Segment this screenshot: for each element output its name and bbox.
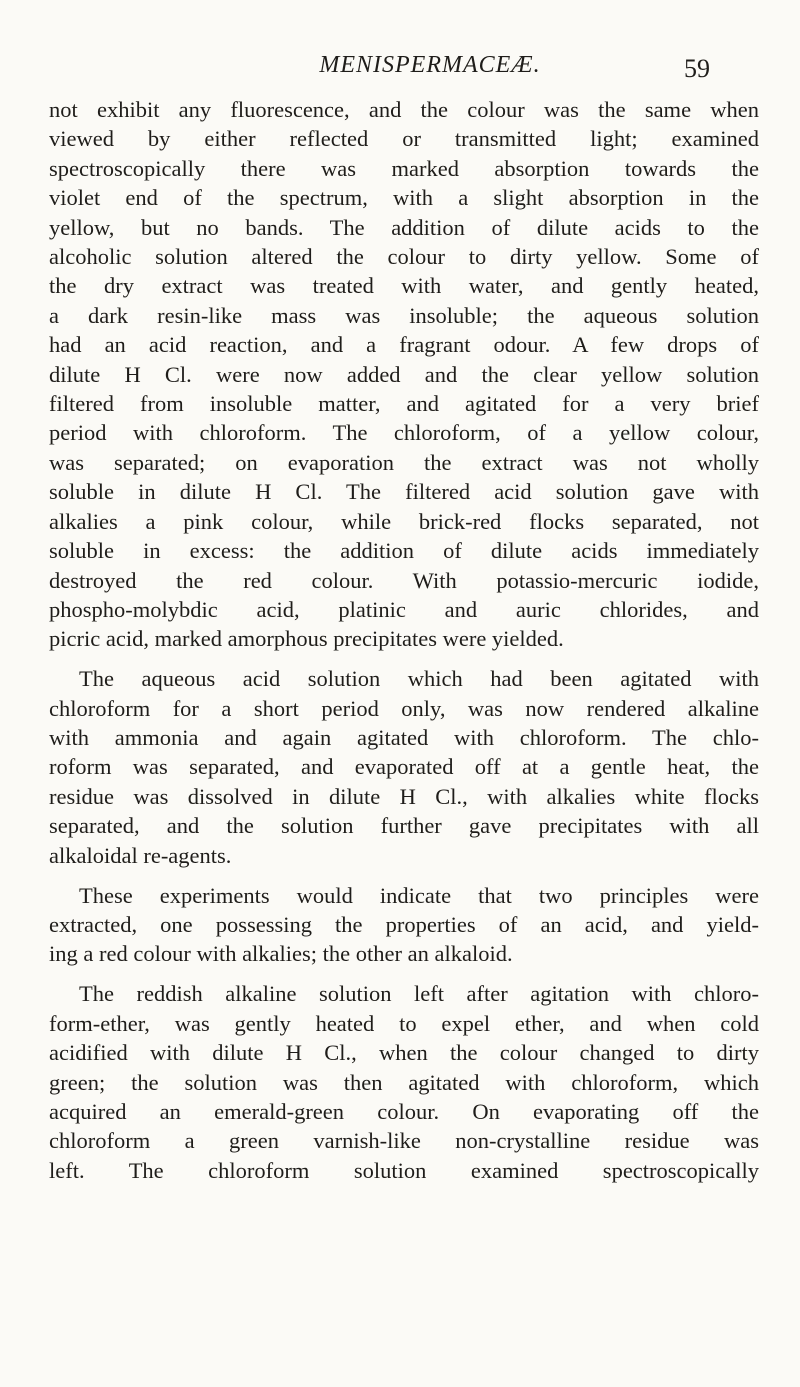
text-line: yellow, but no bands. The addition of dilute acids to the [49, 214, 759, 240]
paragraph-3 [49, 881, 759, 969]
text-line: ing a red colour with alkalies; the other an alkaloid. [49, 941, 513, 967]
text-line: green; the solution was then agitated with chloroform, which [49, 1069, 759, 1095]
text-line: alkaloidal re-agents. [49, 842, 232, 868]
text-line: soluble in dilute H Cl. The filtered acid solution gave with [49, 479, 759, 505]
running-title: MENISPERMACEÆ. [319, 52, 541, 78]
text-line: spectroscopically there was marked absorption towards the [49, 155, 759, 181]
text-line: alkalies a pink colour, while brick-red flocks separated, not [49, 508, 759, 534]
page-number: 59 [684, 54, 710, 83]
text-line: left. The chloroform solution examined spectroscopically [49, 1157, 759, 1183]
text-line: picric acid, marked amorphous precipitates were yielded. [49, 626, 564, 652]
text-line: had an acid reaction, and a fragrant odour. A few drops of [49, 332, 759, 358]
text-line: The reddish alkaline solution left after agitation with chloro- [79, 981, 759, 1007]
text-line: was separated; on evaporation the extract was not wholly [49, 449, 759, 475]
text-line: a dark resin-like mass was insoluble; the aqueous solution [49, 302, 759, 328]
text-line: filtered from insoluble matter, and agitated for a very brief [49, 391, 759, 417]
text-line: form-ether, was gently heated to expel ether, and when cold [49, 1010, 759, 1036]
text-line: These experiments would indicate that two principles were [79, 882, 759, 908]
text-line: extracted, one possessing the properties of an acid, and yield- [49, 911, 759, 937]
text-line: not exhibit any fluorescence, and the colour was the same when [49, 97, 759, 122]
text-line: dilute H Cl. were now added and the clear yellow solution [49, 361, 759, 387]
text-line: chloroform a green varnish-like non-crystalline residue was [49, 1128, 759, 1154]
body-text [49, 95, 759, 1185]
text-line: phospho-molybdic acid, platinic and auric chlorides, and [49, 596, 759, 622]
text-line: destroyed the red colour. With potassio-mercuric iodide, [49, 567, 759, 593]
text-line: period with chloroform. The chloroform, of a yellow colour, [49, 420, 759, 446]
text-line: The aqueous acid solution which had been agitated with [79, 666, 759, 692]
text-line: the dry extract was treated with water, and gently heated, [49, 273, 759, 299]
text-line: acquired an emerald-green colour. On evaporating off the [49, 1098, 759, 1124]
text-line: violet end of the spectrum, with a slight absorption in the [49, 185, 759, 211]
text-line: roform was separated, and evaporated off at a gentle heat, the [49, 754, 759, 780]
text-line: viewed by either reflected or transmitted light; examined [49, 126, 759, 152]
text-line: separated, and the solution further gave precipitates with all [49, 813, 759, 839]
paragraph-2 [49, 664, 759, 870]
paragraph-1 [49, 95, 759, 654]
text-line: residue was dissolved in dilute H Cl., with alkalies white flocks [49, 783, 759, 809]
text-line: acidified with dilute H Cl., when the colour changed to dirty [49, 1040, 759, 1066]
running-head [0, 52, 800, 92]
text-line: with ammonia and again agitated with chloroform. The chlo- [49, 725, 759, 751]
text-line: chloroform for a short period only, was now rendered alkaline [49, 695, 759, 721]
text-line: alcoholic solution altered the colour to dirty yellow. Some of [49, 244, 759, 270]
paragraph-4 [49, 979, 759, 1185]
text-line: soluble in excess: the addition of dilute acids immediately [49, 538, 759, 564]
